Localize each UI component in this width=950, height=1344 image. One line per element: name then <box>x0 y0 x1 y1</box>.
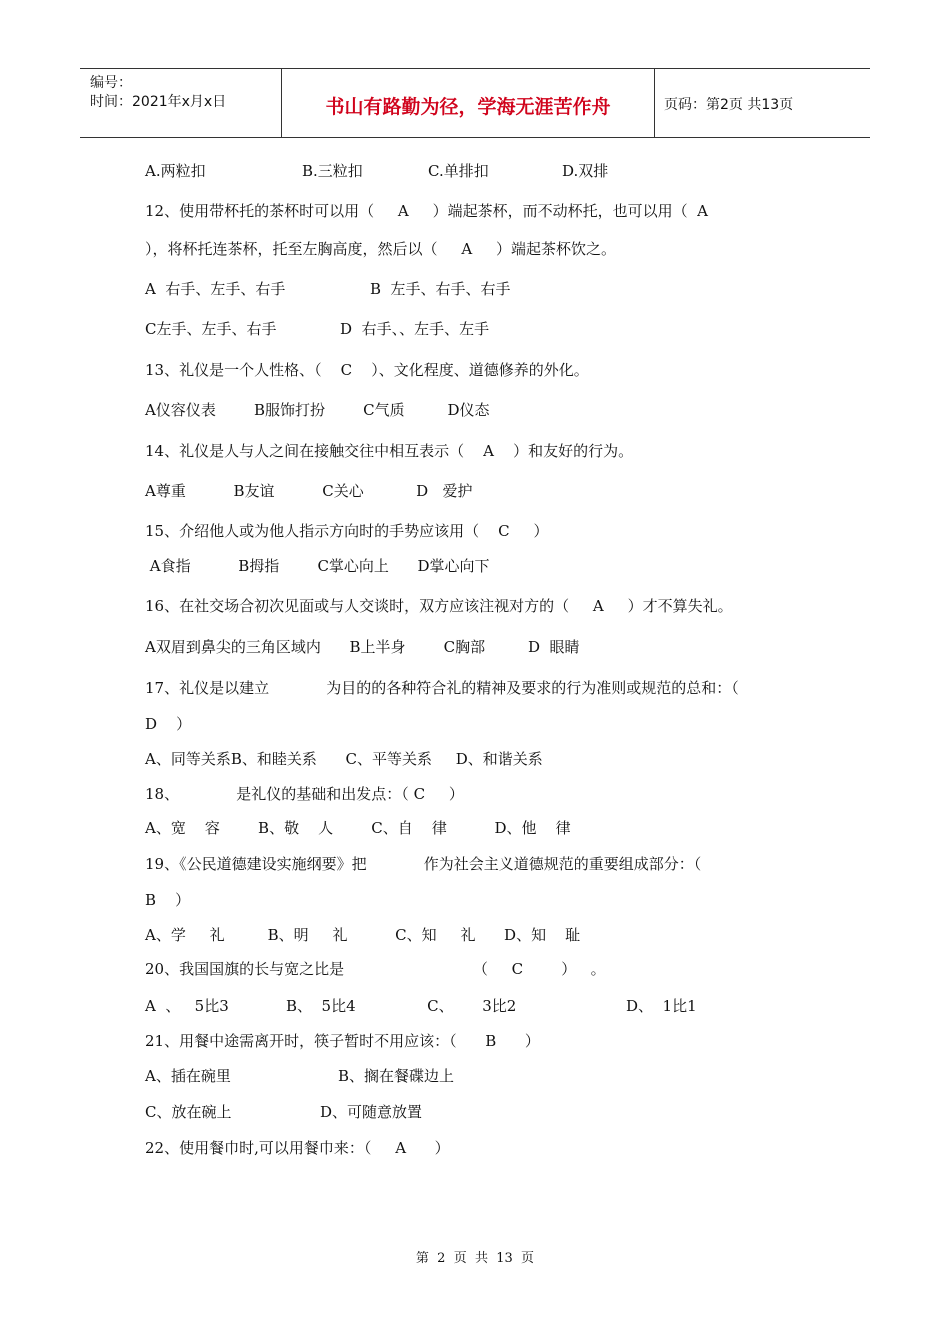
option-line: C左手、左手、右手 <box>145 320 277 338</box>
motto: 书山有路勤为径，学海无涯苦作舟 <box>325 96 611 118</box>
serial-label: 编号： <box>90 75 132 91</box>
question-line: 14、礼仪是人与人之间在接触交往中相互表示（ A ）和友好的行为。 <box>145 442 634 460</box>
question-line: 21、用餐中途需离开时，筷子暂时不用应该：（ B ） <box>145 1032 540 1050</box>
question-line: 22、使用餐巾时,可以用餐巾来：（ A ） <box>145 1139 450 1157</box>
page-footer: 第 2 页 共 13 页 <box>415 1251 535 1266</box>
header-motto-cell <box>281 69 655 137</box>
option-line: D 右手、、左手、左手 <box>340 320 490 338</box>
option-line: A、插在碗里 <box>145 1067 231 1085</box>
question-line: 12、使用带杯托的茶杯时可以用（ A ）端起茶杯，而不动杯托，也可以用（ A <box>145 202 708 220</box>
question-line: 13、礼仪是一个人性格、（ C ）、文化程度、道德修养的外化。 <box>145 361 589 379</box>
question-line: 19、《公民道德建设实施纲要》把 作为社会主义道德规范的重要组成部分：（ <box>145 855 702 873</box>
option-line: B.三粒扣 <box>302 162 363 180</box>
option-line: C.单排扣 <box>428 162 489 180</box>
option-line: A 右手、左手、右手 <box>145 280 286 298</box>
question-line: 20、我国国旗的长与宽之比是 （ C ） 。 <box>145 960 606 978</box>
option-line: A、宽 容 B、敬 人 C、自 律 D、他 律 <box>145 819 571 837</box>
option-line: A 、 5比3 B、 5比4 C、 3比2 D、 1比1 <box>145 997 697 1015</box>
page-label: 页码：第2页 共13页 <box>664 97 794 113</box>
option-line: A仪容仪表 B服饰打扮 C气质 D仪态 <box>145 401 490 419</box>
question-line: 16、在社交场合初次见面或与人交谈时，双方应该注视对方的（ A ）才不算失礼。 <box>145 597 733 615</box>
question-line: B ） <box>145 891 191 909</box>
date-label: 时间：2021年x月x日 <box>90 94 227 110</box>
header-info-cell <box>80 69 280 137</box>
option-line: A、同等关系B、和睦关系 C、平等关系 D、和谐关系 <box>145 750 543 768</box>
option-line: B、搁在餐碟边上 <box>338 1067 455 1085</box>
question-line: 17、礼仪是以建立 为目的的各种符合礼的精神及要求的行为准则或规范的总和：（ <box>145 679 739 697</box>
option-line: A、学 礼 B、明 礼 C、知 礼 D、知 耻 <box>145 926 581 944</box>
option-line: A双眉到鼻尖的三角区域内 B上半身 C胸部 D 眼睛 <box>145 638 580 656</box>
question-line: ），将杯托连茶杯，托至左胸高度，然后以（ A ）端起茶杯饮之。 <box>145 240 617 258</box>
option-line: A尊重 B友谊 C关心 D 爱护 <box>145 482 473 500</box>
option-line: A食指 B拇指 C掌心向上 D掌心向下 <box>145 557 490 575</box>
question-line: 18、 是礼仪的基础和出发点：（ C ） <box>145 785 464 803</box>
question-line: D ） <box>145 715 192 733</box>
option-line: A.两粒扣 <box>145 162 206 180</box>
header-page-cell <box>654 69 870 137</box>
question-line: 15、介绍他人或为他人指示方向时的手势应该用（ C ） <box>145 522 549 540</box>
option-line: D.双排 <box>562 162 609 180</box>
option-line: D、可随意放置 <box>320 1103 423 1121</box>
option-line: B 左手、右手、右手 <box>370 280 511 298</box>
document-header <box>80 68 870 138</box>
option-line: C、放在碗上 <box>145 1103 232 1121</box>
